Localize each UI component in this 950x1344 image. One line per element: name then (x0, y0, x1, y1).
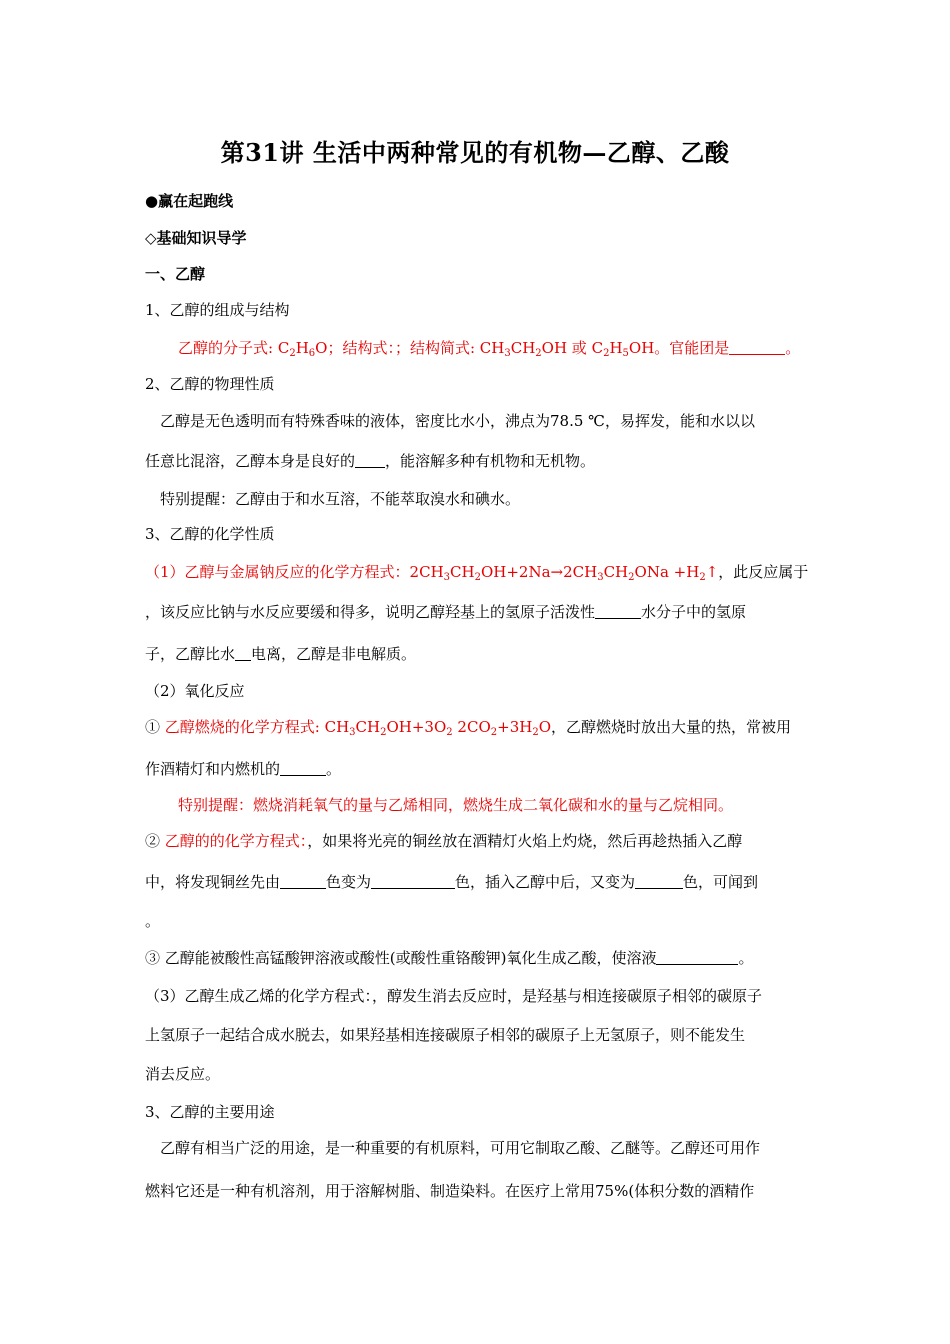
oxidation-catalytic: ② 乙醇的的化学方程式：，如果将光亮的铜丝放在酒精灯火焰上灼烧，然后再趁热插入乙醇 (145, 832, 743, 850)
reaction-sodium-3: 子，乙醇比水 电离，乙醇是非电解质。 (145, 645, 417, 663)
subheading-physical: 2、乙醇的物理性质 (145, 375, 275, 393)
oxidation-catalytic-3: 。 (145, 912, 161, 930)
subheading-composition: 1、乙醇的组成与结构 (145, 301, 290, 319)
section-heading-basic: ◇基础知识导学 (145, 229, 247, 247)
oxidation-combustion: ① 乙醇燃烧的化学方程式: $CH_3CH_2OH+3O_2$ $2CO_2+3H_2O$，乙醇燃烧时放出大量的热，常被用 (145, 718, 792, 738)
blank-activity (595, 603, 641, 619)
paragraph-physical-tip: 特别提醒：乙醇由于和水互溶，不能萃取溴水和碘水。 (160, 490, 521, 508)
blank-ionize (235, 645, 251, 661)
subheading-chemical: 3、乙醇的化学性质 (145, 525, 275, 543)
paragraph-physical-1: 乙醇是无色透明而有特殊香味的液体，密度比水小，沸点为78.5 ℃，易挥发，能和水以以 (160, 412, 755, 430)
blank-fuel (280, 760, 326, 776)
section-heading-win: ●赢在起跑线 (145, 192, 234, 210)
subheading-oxidation: （2）氧化反应 (145, 682, 245, 700)
blank-color-1 (280, 873, 326, 889)
reaction-elimination: （3）乙醇生成乙烯的化学方程式：，醇发生消去反应时，是羟基与相连接碳原子相邻的碳原子 (145, 987, 763, 1005)
paragraph-uses-2: 燃料它还是一种有机溶剂，用于溶解树脂、制造染料。在医疗上常用75%(体积分数的酒精作 (145, 1182, 755, 1200)
blank-color-3 (635, 873, 683, 889)
reaction-elimination-2: 上氢原子一起结合成水脱去，如果羟基相连接碳原子相邻的碳原子上无氢原子，则不能发生 (145, 1026, 746, 1044)
reaction-elimination-3: 消去反应。 (145, 1065, 221, 1083)
reaction-sodium-2: ，该反应比钠与水反应要缓和得多，说明乙醇羟基上的氢原子活泼性 水分子中的氢原 (145, 603, 747, 621)
blank-functional-group (729, 339, 785, 355)
page-title: 第31讲 生活中两种常见的有机物—乙醇、乙酸 (220, 138, 730, 167)
oxidation-combustion-2: 作酒精灯和内燃机的 。 (145, 760, 342, 778)
combustion-tip: 特别提醒：燃烧消耗氧气的量与乙烯相同，燃烧生成二氧化碳和水的量与乙烷相同。 (178, 796, 734, 814)
oxidation-catalytic-2: 中，将发现铜丝先由 色变为 色，插入乙醇中后，又变为 色，可闻到 (145, 873, 759, 891)
subheading-uses: 3、乙醇的主要用途 (145, 1103, 275, 1121)
section-heading-ethanol: 一、乙醇 (145, 265, 206, 283)
oxidation-permanganate: ③ 乙醇能被酸性高锰酸钾溶液或酸性(或酸性重铬酸钾)氧化生成乙酸，使溶液 。 (145, 949, 754, 967)
blank-solution-color (656, 949, 738, 965)
formula-line: 乙醇的分子式: $C_2H_6O$；结构式：；结构简式: $CH_3CH_2OH$ 或 $C_2H_5OH$。官能团是 。 (178, 339, 801, 359)
blank-color-2 (371, 873, 455, 889)
paragraph-physical-2: 任意比混溶，乙醇本身是良好的 ，能溶解多种有机物和无机物。 (145, 452, 596, 470)
paragraph-uses-1: 乙醇有相当广泛的用途，是一种重要的有机原料，可用它制取乙酸、乙醚等。乙醇还可用作 (160, 1139, 761, 1157)
blank-solvent (355, 452, 385, 468)
reaction-sodium: （1）乙醇与金属钠反应的化学方程式：$2CH_3CH_2OH+2Na\to 2CH_3CH_2ONa$ $+H_2↑$，此反应属于 (145, 563, 809, 583)
